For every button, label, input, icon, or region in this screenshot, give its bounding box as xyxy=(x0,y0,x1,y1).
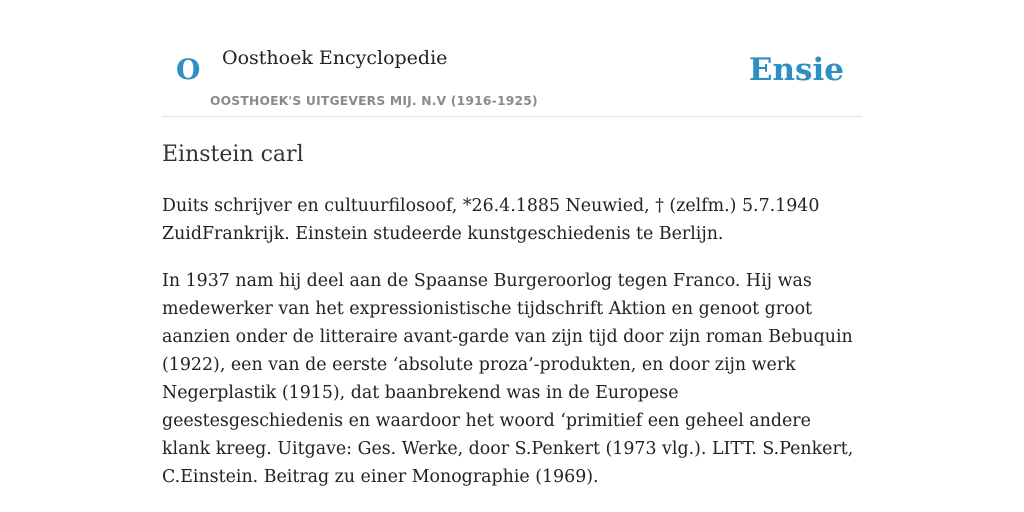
site-name[interactable]: Oosthoek Encyclopedie xyxy=(222,47,448,69)
site-logo[interactable]: O xyxy=(176,53,201,86)
publisher-subtitle: OOSTHOEK'S UITGEVERS MIJ. N.V (1916-1925) xyxy=(210,94,538,108)
brand-logo-link[interactable]: Ensie xyxy=(748,52,844,88)
article-paragraph: In 1937 nam hij deel aan de Spaanse Burgeroorlog tegen Franco. Hij was medewerker van het expressionistische tijdschrift Aktion en genoot groot aanzien onder de litteraire avant-garde van zijn tijd door zijn roman Bebuquin (1922), een van de eerste ‘absolute proza’-produkten, en door zijn werk Negerplastik (1915), dat baanbrekend was in de Europese geestesgeschiedenis en waardoor het woord ‘primitief een geheel andere klank kreeg. Uitgave: Ges. Werke, door S.Penkert (1973 vlg.). LITT. S.Penkert, C.Einstein. Beitrag zu einer Monographie (1969). xyxy=(162,271,854,487)
site-header xyxy=(162,0,862,117)
article xyxy=(162,136,862,491)
article-paragraph: Duits schrijver en cultuurfilosoof, *26.4.1885 Neuwied, † (zelfm.) 5.7.1940 ZuidFrankrijk. Einstein studeerde kunstgeschiedenis te Berlijn. xyxy=(162,196,820,244)
entry-title: Einstein carl xyxy=(162,142,304,167)
